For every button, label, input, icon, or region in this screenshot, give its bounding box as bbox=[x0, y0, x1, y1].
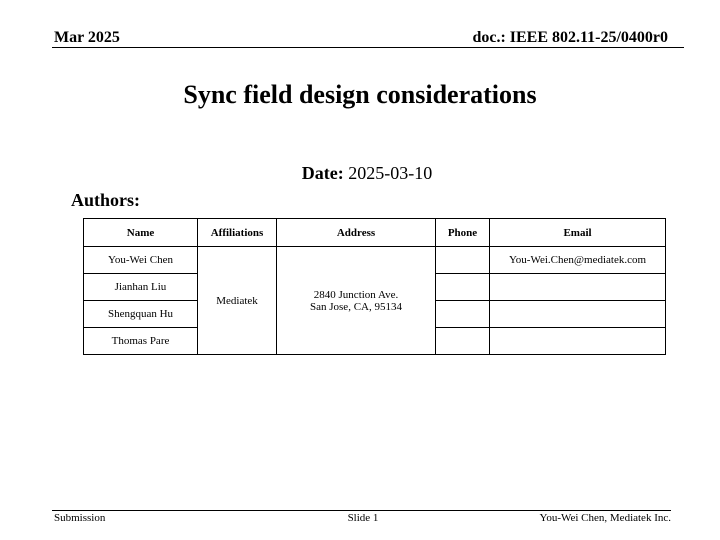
author-phone bbox=[436, 301, 490, 328]
author-email: You-Wei.Chen@mediatek.com bbox=[490, 247, 666, 274]
author-name: Thomas Pare bbox=[84, 328, 198, 355]
slide-title: Sync field design considerations bbox=[183, 80, 537, 109]
date-value: 2025-03-10 bbox=[348, 163, 433, 183]
table-row bbox=[84, 247, 666, 274]
author-name: Jianhan Liu bbox=[84, 274, 198, 301]
header-phone: Phone bbox=[436, 219, 490, 247]
author-email bbox=[490, 301, 666, 328]
footer-submission: Submission bbox=[54, 512, 106, 524]
authors-heading: Authors: bbox=[71, 190, 141, 210]
footer-rule bbox=[52, 510, 671, 511]
header-name: Name bbox=[84, 219, 198, 247]
authors-table bbox=[83, 218, 666, 355]
author-email bbox=[490, 328, 666, 355]
author-affiliation: Mediatek bbox=[198, 247, 277, 355]
footer-author: You-Wei Chen, Mediatek Inc. bbox=[539, 512, 671, 524]
table-header-row bbox=[84, 219, 666, 247]
author-email bbox=[490, 274, 666, 301]
header-affiliations: Affiliations bbox=[198, 219, 277, 247]
header-date: Mar 2025 bbox=[54, 29, 120, 46]
header-rule bbox=[52, 47, 684, 48]
author-phone bbox=[436, 274, 490, 301]
date-line bbox=[0, 163, 720, 184]
address-line-1: 2840 Junction Ave. bbox=[313, 288, 399, 301]
header-doc-id: doc.: IEEE 802.11-25/0400r0 bbox=[472, 29, 668, 46]
author-address bbox=[277, 247, 436, 355]
header-email: Email bbox=[490, 219, 666, 247]
author-phone bbox=[436, 328, 490, 355]
author-name: Shengquan Hu bbox=[84, 301, 198, 328]
header-address: Address bbox=[277, 219, 436, 247]
author-name: You-Wei Chen bbox=[84, 247, 198, 274]
footer-slide-number: Slide 1 bbox=[347, 512, 379, 524]
date-label: Date: bbox=[301, 163, 344, 183]
author-phone bbox=[436, 247, 490, 274]
address-line-2: San Jose, CA, 95134 bbox=[310, 300, 402, 313]
